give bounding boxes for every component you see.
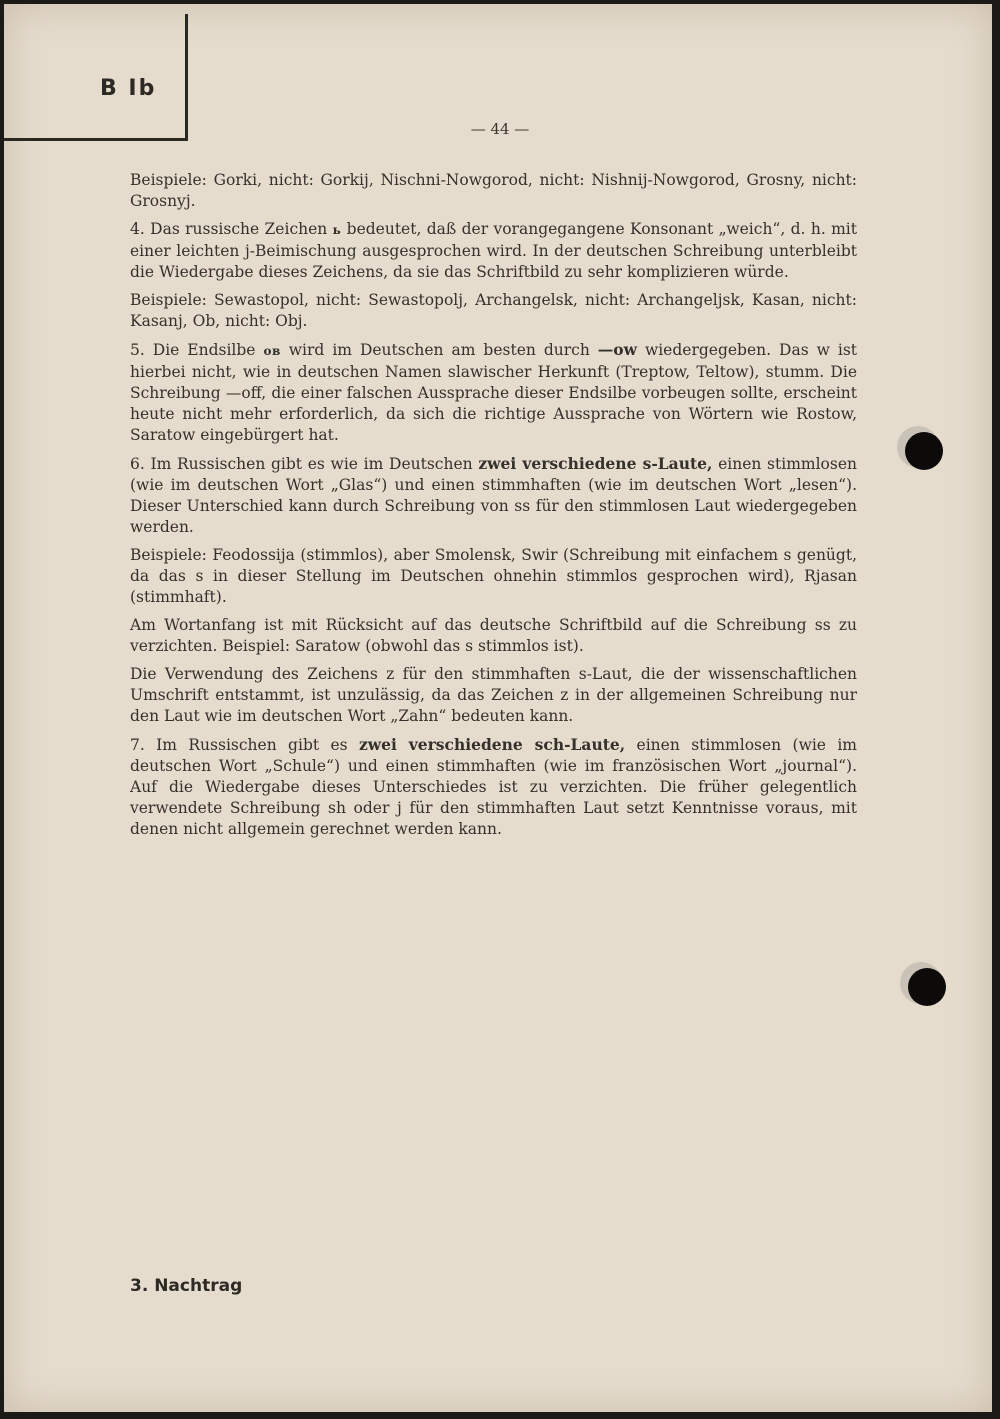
paragraph-examples-1: Beispiele: Gorki, nicht: Gorkij, Nischni-Nowgorod, nicht: Nishnij-Nowgorod, Grosny, nicht: Grosnyj. [130, 171, 857, 210]
paragraph-6-s-sounds: 6. Im Russischen gibt es wie im Deutschen zwei verschiedene s-Laute, einen stimmlosen (wie im deutschen Wort „Glas“) und einen stimmhaften (wie im deutschen Wort „lesen“). Dieser Unterschied kann durch Schreibung von ss für den stimmlosen Laut wiedergegeben werden. [130, 454, 857, 536]
paragraph-examples-2: Beispiele: Sewastopol, nicht: Sewastopolj, Archangelsk, nicht: Archangeljsk, Kasan, nicht: Kasanj, Ob, nicht: Obj. [130, 291, 857, 330]
footer-label: 3. Nachtrag [130, 1276, 243, 1296]
section-tab-label: B Ib [100, 76, 157, 101]
page-number: — 44 — [470, 120, 530, 138]
paragraph-word-start: Am Wortanfang ist mit Rücksicht auf das deutsche Schriftbild auf die Schreibung ss zu verzichten. Beispiel: Saratow (obwohl das s stimmlos ist). [130, 616, 857, 655]
cyrillic-soft-sign: ь [332, 223, 342, 237]
punch-hole-bottom [908, 968, 946, 1006]
paragraph-z-sign: Die Verwendung des Zeichens z für den stimmhaften s-Laut, die der wissenschaftlichen Umschrift entstammt, ist unzulässig, da das Zeichen z in der allgemeinen Schreibung nur den Laut wie im deutschen Wort „Zahn“ bedeuten kann. [130, 665, 857, 725]
document-body [130, 170, 857, 847]
paragraph-4-soft-sign: 4. Das russische Zeichen ь bedeutet, daß der vorangegangene Konsonant „weich“, d. h. mit einer leichten j-Beimischung ausgesprochen wird. In der deutschen Schreibung unterbleibt die Wiedergabe dieses Zeichens, da sie das Schriftbild zu sehr komplizieren würde. [130, 220, 857, 281]
punch-hole-top [905, 432, 943, 470]
cyrillic-ending: ов [263, 344, 281, 358]
paragraph-7-sch-sounds: 7. Im Russischen gibt es zwei verschiedene sch-Laute, einen stimmlosen (wie im deutschen Wort „Schule“) und einen stimmhaften (wie im französischen Wort „journal“). Auf die Wiedergabe dieses Unterschiedes ist zu verzichten. Die früher gelegentlich verwendete Schreibung sh oder j für den stimmhaften Laut setzt Kenntnisse voraus, mit denen nicht allgemein gerechnet werden kann. [130, 735, 858, 838]
paragraph-examples-3: Beispiele: Feodossija (stimmlos), aber Smolensk, Swir (Schreibung mit einfachem s genügt, da das s in dieser Stellung im Deutschen ohnehin stimmlos gesprochen wird), Rjasan (stimmhaft). [130, 546, 857, 606]
paragraph-5-ending: 5. Die Endsilbe ов wird im Deutschen am besten durch —ow wiedergegeben. Das w ist hierbei nicht, wie in deutschen Namen slawischer Herkunft (Treptow, Teltow), stumm. Die Schreibung —off, die einer falschen Aussprache dieser Endsilbe vorbeugen sollte, erscheint heute nicht mehr erforderlich, da sich die richtige Aussprache von Wörtern wie Rostow, Saratow eingebürgert hat. [130, 340, 858, 444]
